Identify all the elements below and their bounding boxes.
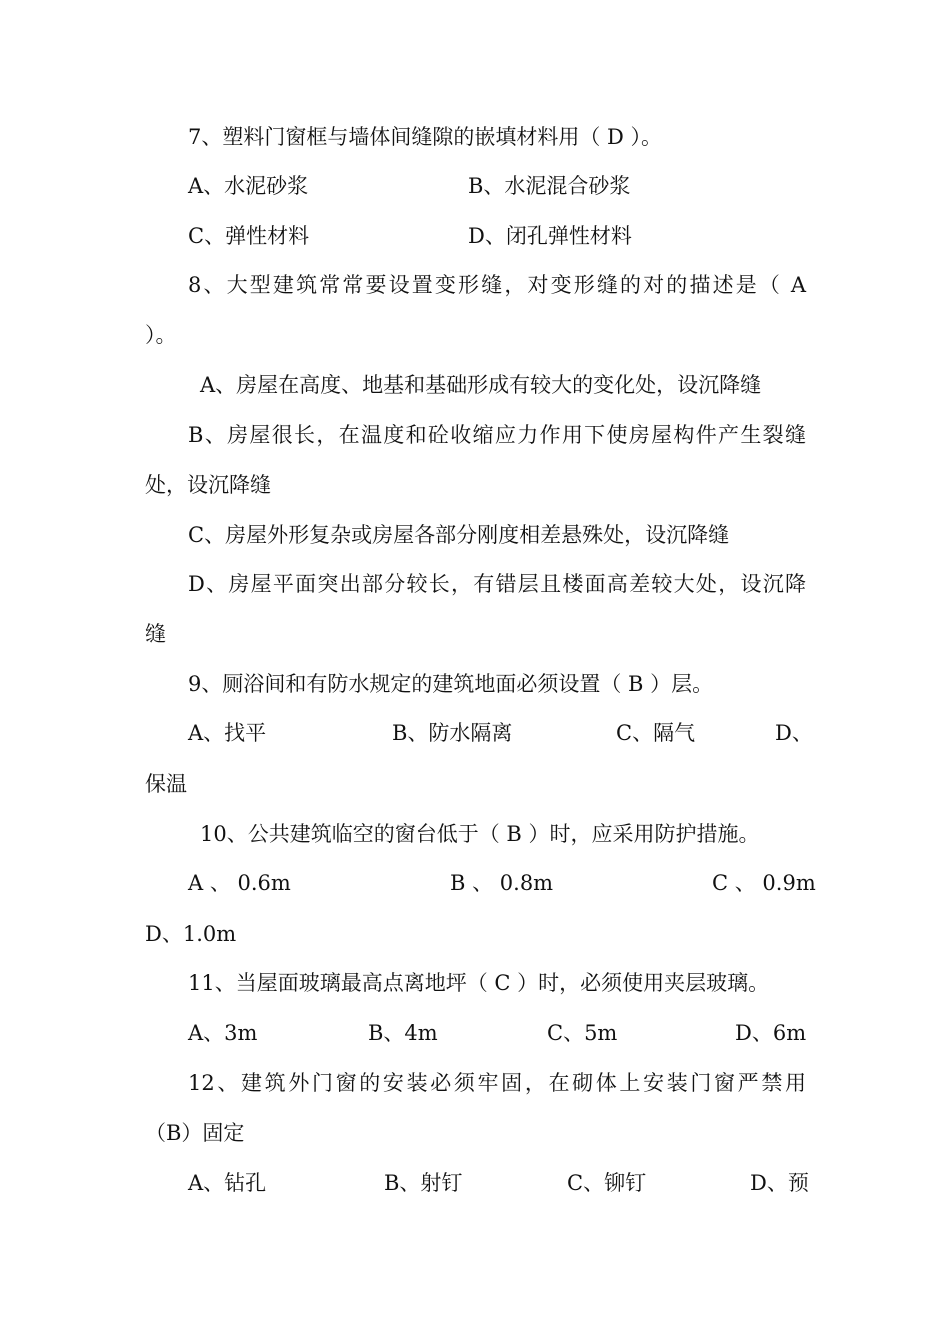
question-9-option-b: B、防水隔离 xyxy=(392,721,513,745)
question-12-stem-line-2: （B）固定 xyxy=(145,1121,245,1145)
question-10-option-d: D、1.0m xyxy=(145,922,237,946)
question-8-option-d-line-2: 缝 xyxy=(145,622,166,646)
question-10-option-a: A 、 0.6m xyxy=(188,871,291,895)
question-8-option-b-line-2: 处，设沉降缝 xyxy=(145,473,271,497)
question-11-option-a: A、3m xyxy=(188,1021,258,1045)
question-8-option-d-line-1: D、房屋平面突出部分较长，有错层且楼面高差较大处，设沉降 xyxy=(188,572,806,596)
question-11-option-c: C、5m xyxy=(547,1021,618,1045)
question-11-option-d: D、6m xyxy=(735,1021,807,1045)
question-7-option-c: C、弹性材料 xyxy=(188,224,310,248)
question-8-stem-line-1: 8、大型建筑常常要设置变形缝，对变形缝的对的描述是（ A xyxy=(188,273,806,297)
question-9-stem: 9、厕浴间和有防水规定的建筑地面必须设置（ B ）层。 xyxy=(188,672,714,696)
question-12-option-b: B、射钉 xyxy=(384,1171,463,1195)
question-7-option-b: B、水泥混合砂浆 xyxy=(468,174,631,198)
question-8-option-b-line-1: B、房屋很长，在温度和砼收缩应力作用下使房屋构件产生裂缝 xyxy=(188,423,806,447)
question-12-stem-line-1: 12、建筑外门窗的安装必须牢固，在砌体上安装门窗严禁用 xyxy=(188,1071,806,1095)
question-12-option-c: C、铆钉 xyxy=(567,1171,647,1195)
question-7-option-a: A、水泥砂浆 xyxy=(188,174,309,198)
question-10-option-b: B 、 0.8m xyxy=(450,871,554,895)
question-9-option-d-prefix: D、 xyxy=(775,721,813,745)
question-7-stem: 7、塑料门窗框与墙体间缝隙的嵌填材料用（ D ）。 xyxy=(188,125,663,149)
question-7-option-d: D、闭孔弹性材料 xyxy=(468,224,632,248)
question-8-stem-line-2: ）。 xyxy=(145,323,177,347)
question-11-stem: 11、当屋面玻璃最高点离地坪（ C ）时，必须使用夹层玻璃。 xyxy=(188,971,770,995)
question-9-option-c: C、隔气 xyxy=(616,721,696,745)
question-12-option-a: A、钻孔 xyxy=(188,1171,267,1195)
question-9-option-a: A、找平 xyxy=(188,721,267,745)
question-10-option-c: C 、 0.9m xyxy=(712,871,816,895)
question-8-option-c: C、房屋外形复杂或房屋各部分刚度相差悬殊处，设沉降缝 xyxy=(188,523,730,547)
question-9-option-d-text: 保温 xyxy=(145,772,187,796)
question-8-option-a: A、房屋在高度、地基和基础形成有较大的变化处，设沉降缝 xyxy=(200,373,762,397)
question-12-option-d: D、预 xyxy=(750,1171,809,1195)
question-10-stem: 10、公共建筑临空的窗台低于（ B ）时，应采用防护措施。 xyxy=(200,822,760,846)
question-11-option-b: B、4m xyxy=(368,1021,438,1045)
